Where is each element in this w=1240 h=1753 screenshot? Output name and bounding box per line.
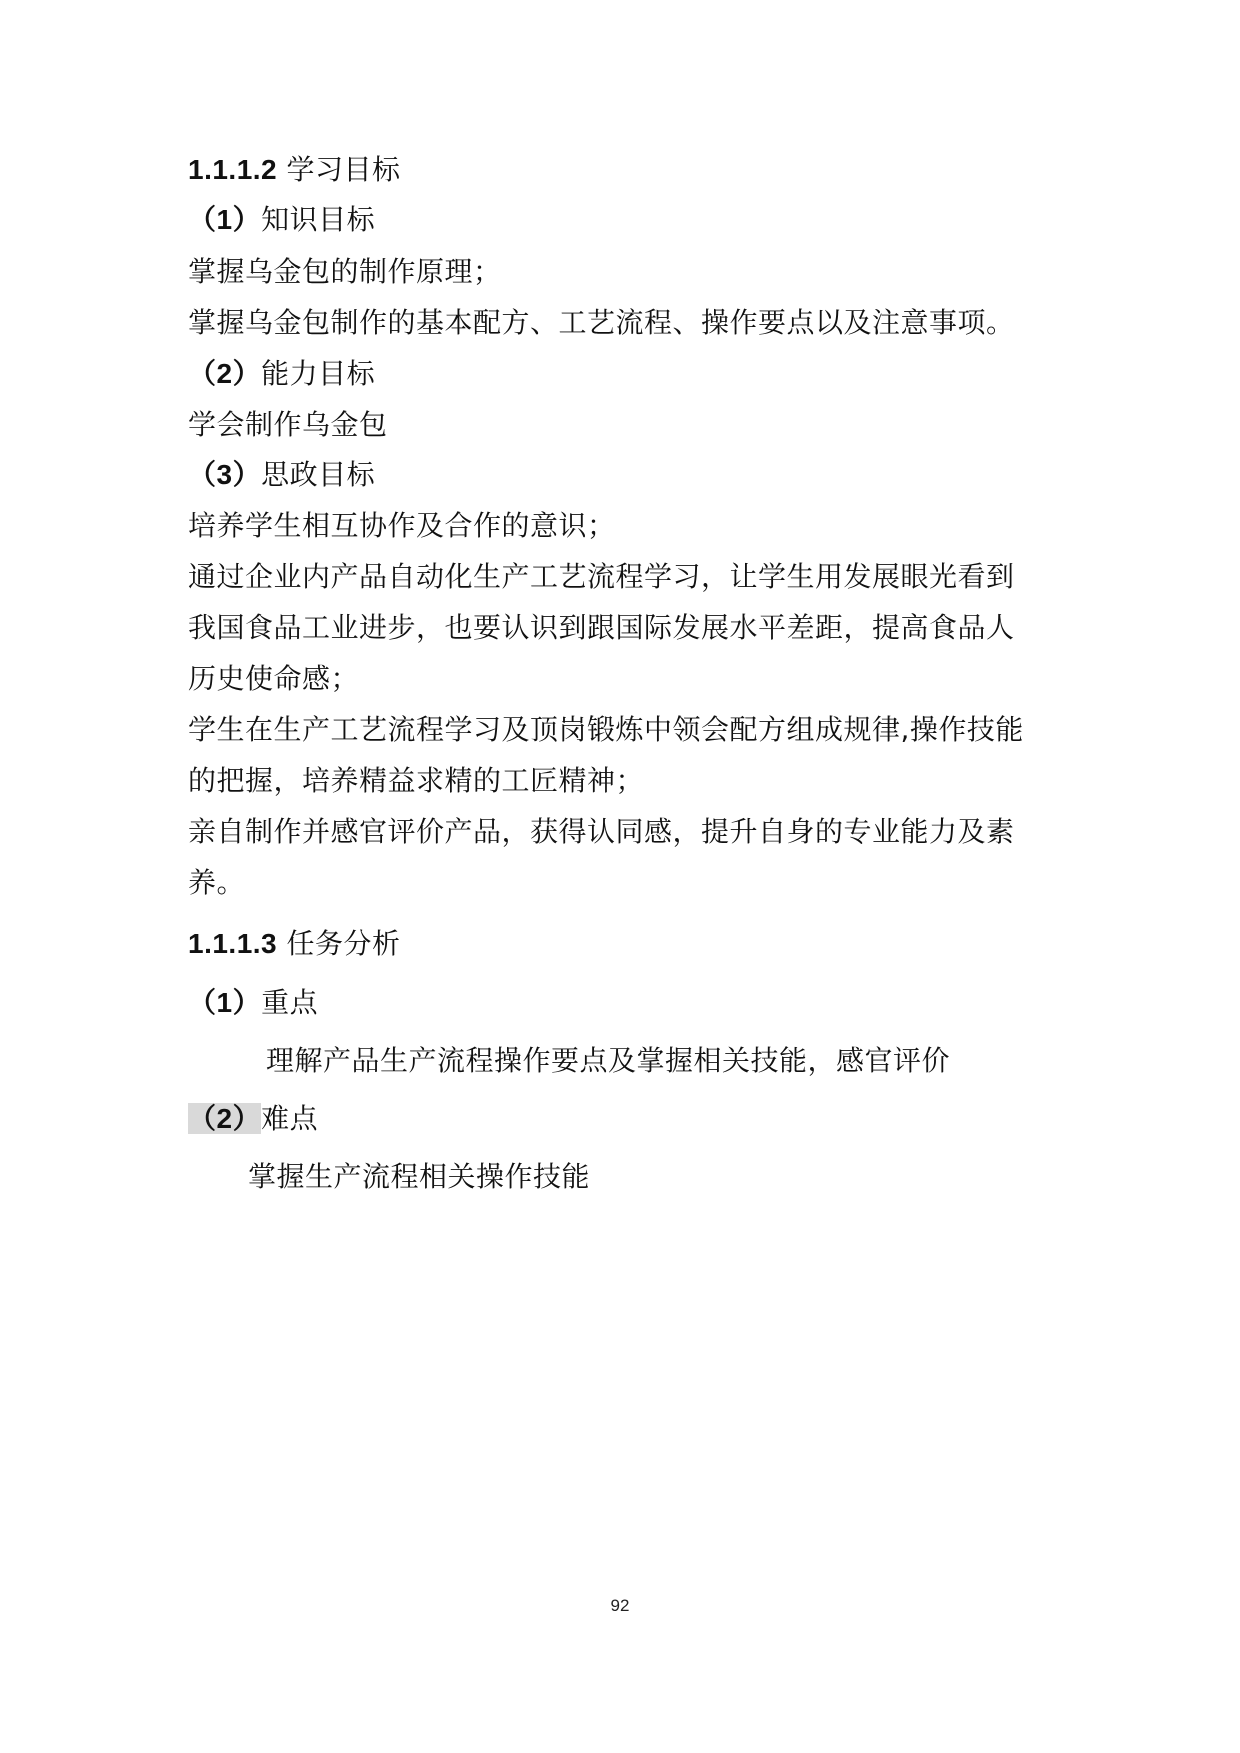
- subheading-ideology: [188, 455, 375, 495]
- key-points-text: 理解产品生产流程操作要点及掌握相关技能，感官评价: [266, 1044, 951, 1077]
- ideology-line: 养。: [188, 866, 246, 899]
- subheading-number: （3）: [188, 459, 262, 490]
- subheading-title: 重点: [261, 986, 319, 1019]
- subheading-title: 思政目标: [261, 458, 376, 491]
- page-number: 92: [610, 1596, 630, 1615]
- ideology-line: 学生在生产工艺流程学习及顶岗锻炼中领会配方组成规律,操作技能: [188, 713, 1024, 746]
- subheading-knowledge: [188, 200, 375, 240]
- subheading-title: 能力目标: [261, 357, 376, 390]
- knowledge-item: 掌握乌金包制作的基本配方、工艺流程、操作要点以及注意事项。: [188, 306, 1015, 339]
- section-heading-1113: [188, 924, 401, 964]
- ideology-line: 通过企业内产品自动化生产工艺流程学习，让学生用发展眼光看到: [188, 560, 1015, 593]
- section-number: 1.1.1.2: [188, 154, 278, 185]
- subheading-ability: [188, 354, 375, 394]
- subheading-number: （2）: [188, 1103, 262, 1134]
- difficulties-text: 掌握生产流程相关操作技能: [248, 1160, 591, 1193]
- section-title: 任务分析: [286, 927, 401, 960]
- ideology-line: 的把握，培养精益求精的工匠精神；: [188, 764, 645, 797]
- subheading-number: （1）: [188, 204, 262, 235]
- subheading-title: 知识目标: [261, 203, 376, 236]
- subheading-title: 难点: [261, 1102, 319, 1135]
- subheading-difficulties: [188, 1099, 318, 1139]
- subheading-number: （1）: [188, 987, 262, 1018]
- ideology-line: 培养学生相互协作及合作的意识；: [188, 509, 616, 542]
- ideology-line: 我国食品工业进步，也要认识到跟国际发展水平差距，提高食品人: [188, 611, 1015, 644]
- section-number: 1.1.1.3: [188, 928, 278, 959]
- subheading-number: （2）: [188, 358, 262, 389]
- ability-item: 学会制作乌金包: [188, 408, 388, 441]
- ideology-line: 亲自制作并感官评价产品，获得认同感，提升自身的专业能力及素: [188, 815, 1015, 848]
- section-heading-1112: [188, 150, 401, 190]
- knowledge-item: 掌握乌金包的制作原理；: [188, 255, 502, 288]
- ideology-line: 历史使命感；: [188, 662, 360, 695]
- subheading-key-points: [188, 983, 318, 1023]
- section-title: 学习目标: [286, 153, 401, 186]
